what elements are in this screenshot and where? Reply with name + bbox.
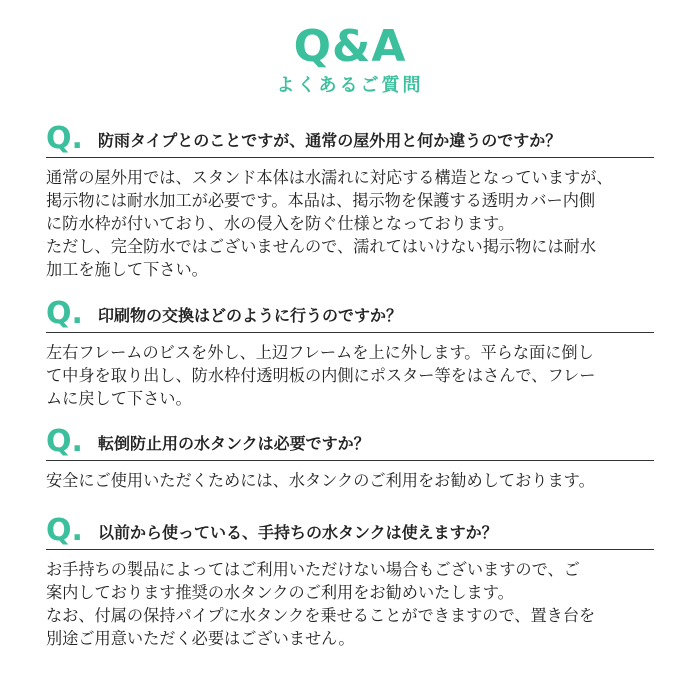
q-mark: Q.: [46, 424, 83, 459]
faq-answer-line: 案内しております推奨の水タンクのご利用をお勧めいたします。: [46, 583, 514, 602]
faq-question-row: [46, 298, 654, 333]
faq-answer-line: 掲示物には耐水加工が必要です。本品は、掲示物を保護する透明カバー内側: [46, 191, 596, 210]
faq-answer-line: 安全にご使用いただくためには、水タンクのご利用をお勧めしております。: [46, 471, 595, 490]
faq-question-row: [46, 426, 654, 461]
q-mark: Q.: [46, 513, 83, 548]
faq-answer-line: 左右フレームのビスを外し、上辺フレームを上に外します。平らな面に倒し: [46, 343, 594, 362]
faq-answer-line: 別途ご用意いただく必要はございません。: [46, 629, 355, 648]
page-title: Q&A: [293, 21, 407, 72]
faq-answer-line: ムに戻して下さい。: [46, 389, 192, 408]
faq-question: 転倒防止用の水タンクは必要ですか？: [98, 434, 370, 453]
faq-answer: [46, 341, 654, 410]
faq-answer-line: お手持ちの製品によってはご利用いただけない場合もございますので、ご: [46, 560, 580, 579]
faq-question: 防雨タイプとのことですが、通常の屋外用と何か違うのですか？: [98, 131, 562, 150]
faq-answer-line: なお、付属の保持パイプに水タンクを乗せることができますので、置き台を: [46, 606, 596, 625]
faq-answer: [46, 166, 654, 281]
faq-answer-line: ただし、完全防水ではございませんので、濡れてはいけない掲示物には耐水: [46, 237, 597, 256]
q-mark: Q.: [46, 296, 83, 331]
page-header: [0, 22, 700, 97]
faq-question: 以前から使っている、手持ちの水タンクは使えますか？: [98, 523, 498, 542]
faq-item: [46, 426, 654, 492]
faq-answer-line: 通常の屋外用では、スタンド本体は水濡れに対応する構造となっていますが、: [46, 168, 613, 187]
page-subtitle: よくあるご質問: [276, 75, 424, 96]
faq-item: [46, 298, 654, 410]
faq-answer-line: に防水枠が付いており、水の侵入を防ぐ仕様となっております。: [46, 214, 515, 233]
faq-item: [46, 515, 654, 650]
faq-answer-line: 加工を施して下さい。: [46, 260, 208, 279]
faq-item: [46, 123, 654, 281]
faq-answer-line: て中身を取り出し、防水枠付透明板の内側にポスター等をはさんで、フレー: [46, 366, 596, 385]
q-mark: Q.: [46, 121, 83, 156]
faq-answer: [46, 558, 654, 650]
faq-question-row: [46, 515, 654, 550]
faq-answer: [46, 469, 654, 492]
faq-question-row: [46, 123, 654, 158]
faq-question: 印刷物の交換はどのように行うのですか？: [98, 306, 403, 325]
